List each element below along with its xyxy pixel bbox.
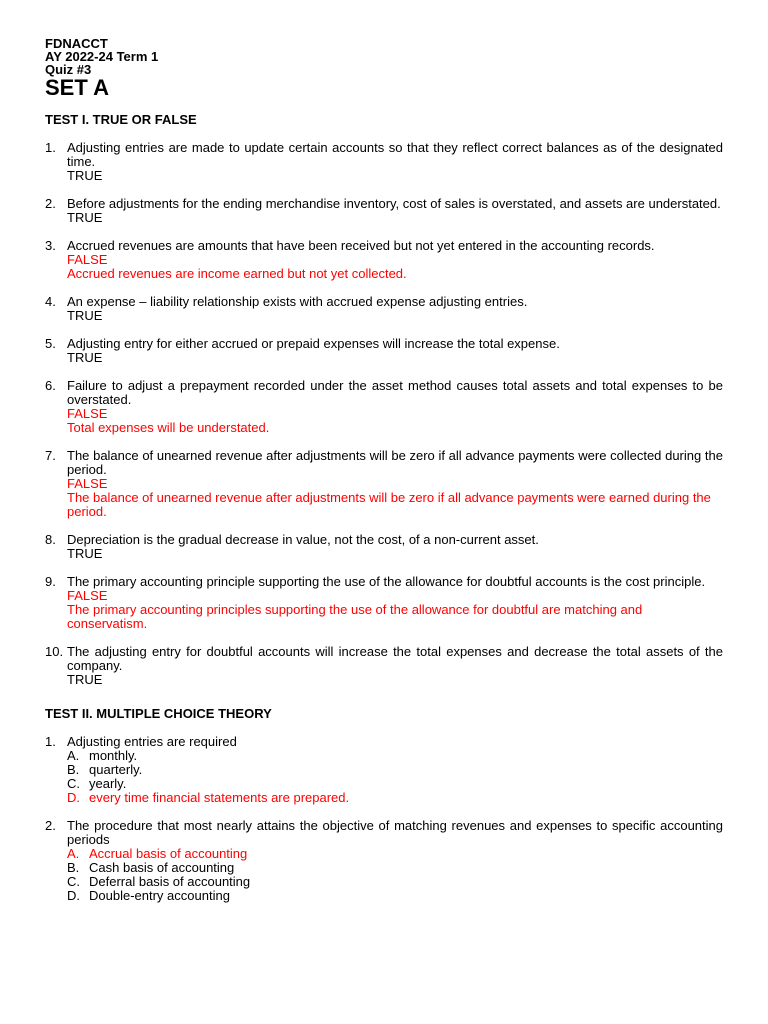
answer-text: TRUE: [67, 546, 103, 561]
question-text: Before adjustments for the ending merchandise inventory, cost of sales is overstated, and assets are understated.: [67, 196, 721, 211]
tf-item: [45, 645, 723, 687]
choice-letter: D.: [67, 888, 80, 903]
question-text: The primary accounting principle supporting the use of the allowance for doubtful accounts is the cost principle.: [67, 574, 706, 589]
choice-text: yearly.: [89, 776, 127, 791]
choice-text: quarterly.: [89, 762, 143, 777]
question-text: An expense – liability relationship exists with accrued expense adjusting entries.: [67, 294, 528, 309]
item-number: 10.: [45, 644, 64, 659]
item-number: 1.: [45, 734, 56, 749]
answer-text: TRUE: [67, 168, 103, 183]
choice-item: [67, 777, 723, 791]
true-false-list: [45, 141, 723, 687]
choice-list: [67, 749, 723, 805]
choice-text: every time financial statements are prepared.: [89, 790, 350, 805]
tf-item: [45, 239, 723, 281]
answer-text: FALSE: [67, 252, 108, 267]
choice-item: [67, 847, 723, 861]
quiz-number: Quiz #3: [45, 62, 92, 77]
item-number: 8.: [45, 532, 56, 547]
test2-title: TEST II. MULTIPLE CHOICE THEORY: [45, 706, 272, 721]
choice-text: Accrual basis of accounting: [89, 846, 248, 861]
choice-letter: D.: [67, 790, 80, 805]
choice-item: [67, 749, 723, 763]
choice-letter: C.: [67, 874, 80, 889]
question-text: The balance of unearned revenue after adjustments will be zero if all advance payments were collected during the period.: [67, 448, 723, 477]
tf-item: [45, 141, 723, 183]
choice-item: [67, 875, 723, 889]
course-code: FDNACCT: [45, 36, 108, 51]
mc-item: [45, 819, 723, 903]
correction-text: Accrued revenues are income earned but not yet collected.: [67, 266, 407, 281]
choice-item: [67, 889, 723, 903]
question-text: The procedure that most nearly attains the objective of matching revenues and expenses to specific accounting periods: [67, 818, 723, 847]
tf-item: [45, 337, 723, 365]
item-number: 5.: [45, 336, 56, 351]
choice-letter: C.: [67, 776, 80, 791]
answer-text: TRUE: [67, 308, 103, 323]
question-text: Adjusting entries are made to update certain accounts so that they reflect correct balances as of the designated time.: [67, 140, 723, 169]
question-text: Adjusting entries are required: [67, 734, 237, 749]
choice-text: Cash basis of accounting: [89, 860, 235, 875]
correction-text: The primary accounting principles supporting the use of the allowance for doubtful are matching and conservatism.: [67, 602, 643, 631]
choice-letter: B.: [67, 860, 80, 875]
choice-letter: A.: [67, 748, 80, 763]
item-number: 2.: [45, 818, 56, 833]
question-text: Failure to adjust a prepayment recorded under the asset method causes total assets and total expenses to be overstated.: [67, 378, 723, 407]
question-text: Depreciation is the gradual decrease in value, not the cost, of a non-current asset.: [67, 532, 539, 547]
multiple-choice-list: [45, 735, 723, 903]
choice-letter: B.: [67, 762, 80, 777]
question-text: Adjusting entry for either accrued or prepaid expenses will increase the total expense.: [67, 336, 560, 351]
set-title: SET A: [45, 75, 109, 100]
answer-text: FALSE: [67, 588, 108, 603]
mc-item: [45, 735, 723, 805]
item-number: 2.: [45, 196, 56, 211]
test1-title: TEST I. TRUE OR FALSE: [45, 112, 197, 127]
item-number: 7.: [45, 448, 56, 463]
answer-text: TRUE: [67, 350, 103, 365]
choice-text: Deferral basis of accounting: [89, 874, 251, 889]
choice-text: monthly.: [89, 748, 138, 763]
item-number: 1.: [45, 140, 56, 155]
item-number: 4.: [45, 294, 56, 309]
choice-item: [67, 791, 723, 805]
tf-item: [45, 295, 723, 323]
tf-item: [45, 197, 723, 225]
academic-term: AY 2022-24 Term 1: [45, 49, 159, 64]
tf-item: [45, 449, 723, 519]
answer-text: TRUE: [67, 672, 103, 687]
correction-text: The balance of unearned revenue after adjustments will be zero if all advance payments were earned during the period.: [67, 490, 711, 519]
choice-text: Double-entry accounting: [89, 888, 230, 903]
tf-item: [45, 575, 723, 631]
answer-text: TRUE: [67, 210, 103, 225]
choice-list: [67, 847, 723, 903]
item-number: 6.: [45, 378, 56, 393]
choice-letter: A.: [67, 846, 80, 861]
tf-item: [45, 379, 723, 435]
item-number: 9.: [45, 574, 56, 589]
answer-text: FALSE: [67, 476, 108, 491]
correction-text: Total expenses will be understated.: [67, 420, 270, 435]
choice-item: [67, 861, 723, 875]
question-text: Accrued revenues are amounts that have been received but not yet entered in the accounting records.: [67, 238, 655, 253]
tf-item: [45, 533, 723, 561]
choice-item: [67, 763, 723, 777]
answer-text: FALSE: [67, 406, 108, 421]
question-text: The adjusting entry for doubtful accounts will increase the total expenses and decrease the total assets of the company.: [67, 644, 723, 673]
item-number: 3.: [45, 238, 56, 253]
document-header: [45, 37, 723, 99]
